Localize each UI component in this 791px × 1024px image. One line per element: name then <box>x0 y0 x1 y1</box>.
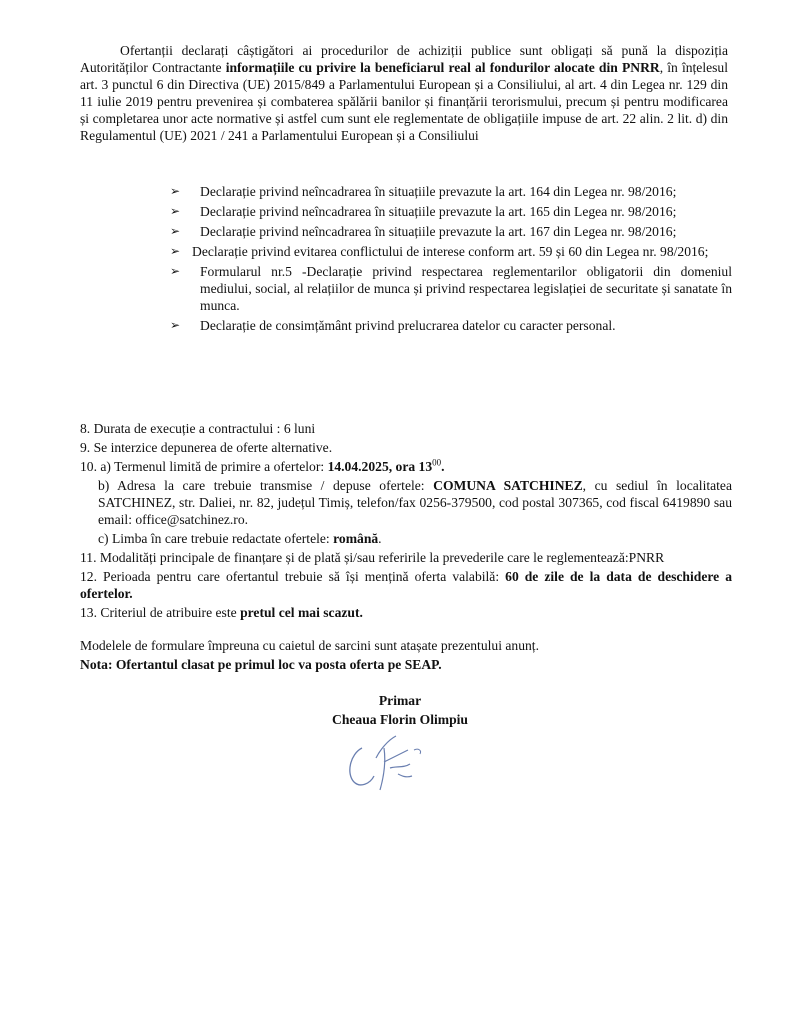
language-value: română <box>333 531 379 546</box>
arrow-bullet-icon: ➢ <box>170 184 181 198</box>
item-10c-language <box>80 530 732 547</box>
item-8-duration: 8. Durata de execuție a contractului : 6 luni <box>80 421 316 436</box>
arrow-bullet-icon: ➢ <box>170 224 181 238</box>
list-item <box>170 243 732 260</box>
list-item-text: Formularul nr.5 -Declarație privind respectarea reglementarilor obligatorii din domeniul mediului, social, al relațiilor de munca și privind respectarea legislației de securitate și sanatate în munca. <box>200 264 732 313</box>
list-item-text: Declarație privind neîncadrarea în situațiile prevazute la art. 164 din Legea nr. 98/2016; <box>200 184 677 199</box>
language-end: . <box>378 531 382 546</box>
list-item <box>170 203 732 220</box>
deadline-value: 14.04.2025, ora 13 <box>327 459 433 474</box>
list-item-text: Declarație privind evitarea conflictului de interese conform art. 59 și 60 din Legea nr. 98/2016; <box>192 244 709 259</box>
item-10a-deadline <box>80 458 732 475</box>
seap-note-text: Nota: Ofertantul clasat pe primul loc va posta oferta pe SEAP. <box>80 657 442 672</box>
item-12-label: 12. Perioada pentru care ofertantul trebuie să își mențină oferta valabilă: <box>80 569 506 584</box>
item-10a-label: 10. a) Termenul limită de primire a ofertelor: <box>80 459 328 474</box>
signer-name: Cheaua Florin Olimpiu <box>332 712 468 727</box>
intro-text-a: Ofertanții declarați câștigători ai procedurilor de achiziții publice sunt obligați să pună la dispoziția Autorităților Contractante <box>80 43 728 75</box>
arrow-bullet-icon: ➢ <box>170 244 181 258</box>
list-item <box>170 317 732 334</box>
item-9-alternatives: 9. Se interzice depunerea de oferte alternative. <box>80 440 333 455</box>
list-item-text: Declarație privind neîncadrarea în situațiile prevazute la art. 167 din Legea nr. 98/2016; <box>200 224 677 239</box>
arrow-bullet-icon: ➢ <box>170 264 181 278</box>
arrow-bullet-icon: ➢ <box>170 318 181 332</box>
item-10c-label: c) Limba în care trebuie redactate ofertele: <box>98 531 334 546</box>
authority-address: , cu sediul în localitatea SATCHINEZ, str. Daliei, nr. 82, județul Timiș, telefon/fax 0256-379500, cod postal 307365, cod fiscal 6419890 sau email: office@satchinez.ro. <box>98 478 732 527</box>
list-item <box>170 183 732 200</box>
item-13-criterion <box>80 604 732 621</box>
item-13-label: 13. Criteriul de atribuire este <box>80 605 241 620</box>
declarations-list <box>170 183 732 337</box>
item-10b-label: b) Adresa la care trebuie transmise / depuse ofertele: <box>98 478 434 493</box>
deadline-end: . <box>441 459 445 474</box>
criterion-value: pretul cel mai scazut. <box>240 605 363 620</box>
numbered-items <box>80 420 732 675</box>
models-note: Modelele de formulare împreuna cu caietul de sarcini sunt atașate prezentului anunț. <box>80 638 539 653</box>
arrow-bullet-icon: ➢ <box>170 204 181 218</box>
item-10b-address <box>80 477 732 528</box>
signature-block <box>300 691 500 729</box>
intro-paragraph <box>80 42 728 144</box>
list-item <box>170 223 732 240</box>
authority-name: COMUNA SATCHINEZ <box>433 478 583 493</box>
list-item <box>170 263 732 314</box>
item-12-validity <box>80 568 732 602</box>
handwritten-signature <box>340 728 430 800</box>
validity-value: 60 de zile de la data de deschidere a ofertelor. <box>80 569 732 601</box>
seap-note <box>80 656 732 673</box>
list-item-text: Declarație de consimțământ privind prelucrarea datelor cu caracter personal. <box>200 318 616 333</box>
item-11-financing: 11. Modalități principale de finanțare și de plată și/sau referirile la prevederile care le reglementează:PNRR <box>80 550 665 565</box>
list-item-text: Declarație privind neîncadrarea în situațiile prevazute la art. 165 din Legea nr. 98/2016; <box>200 204 677 219</box>
deadline-minutes: 00 <box>432 457 442 468</box>
intro-text-bold: informațiile cu privire la beneficiarul real al fondurilor alocate din PNRR <box>225 60 660 75</box>
intro-text-b: , în înțelesul art. 3 punctul 6 din Directiva (UE) 2015/849 a Parlamentului European și a Consiliului, al art. 4 din Legea nr. 129 din 11 iulie 2019 pentru prevenirea și combaterea spălării banilor și finanțării terorismului, precum și pentru modificarea și completarea unor acte normative și astfel cum sunt ele reglementate de obligațiile impuse de art. 22 alin. 2 lit. d) din Regulamentul (UE) 2021 / 241 a Parlamentului European și a Consiliului <box>80 60 729 143</box>
signer-role: Primar <box>378 693 422 708</box>
